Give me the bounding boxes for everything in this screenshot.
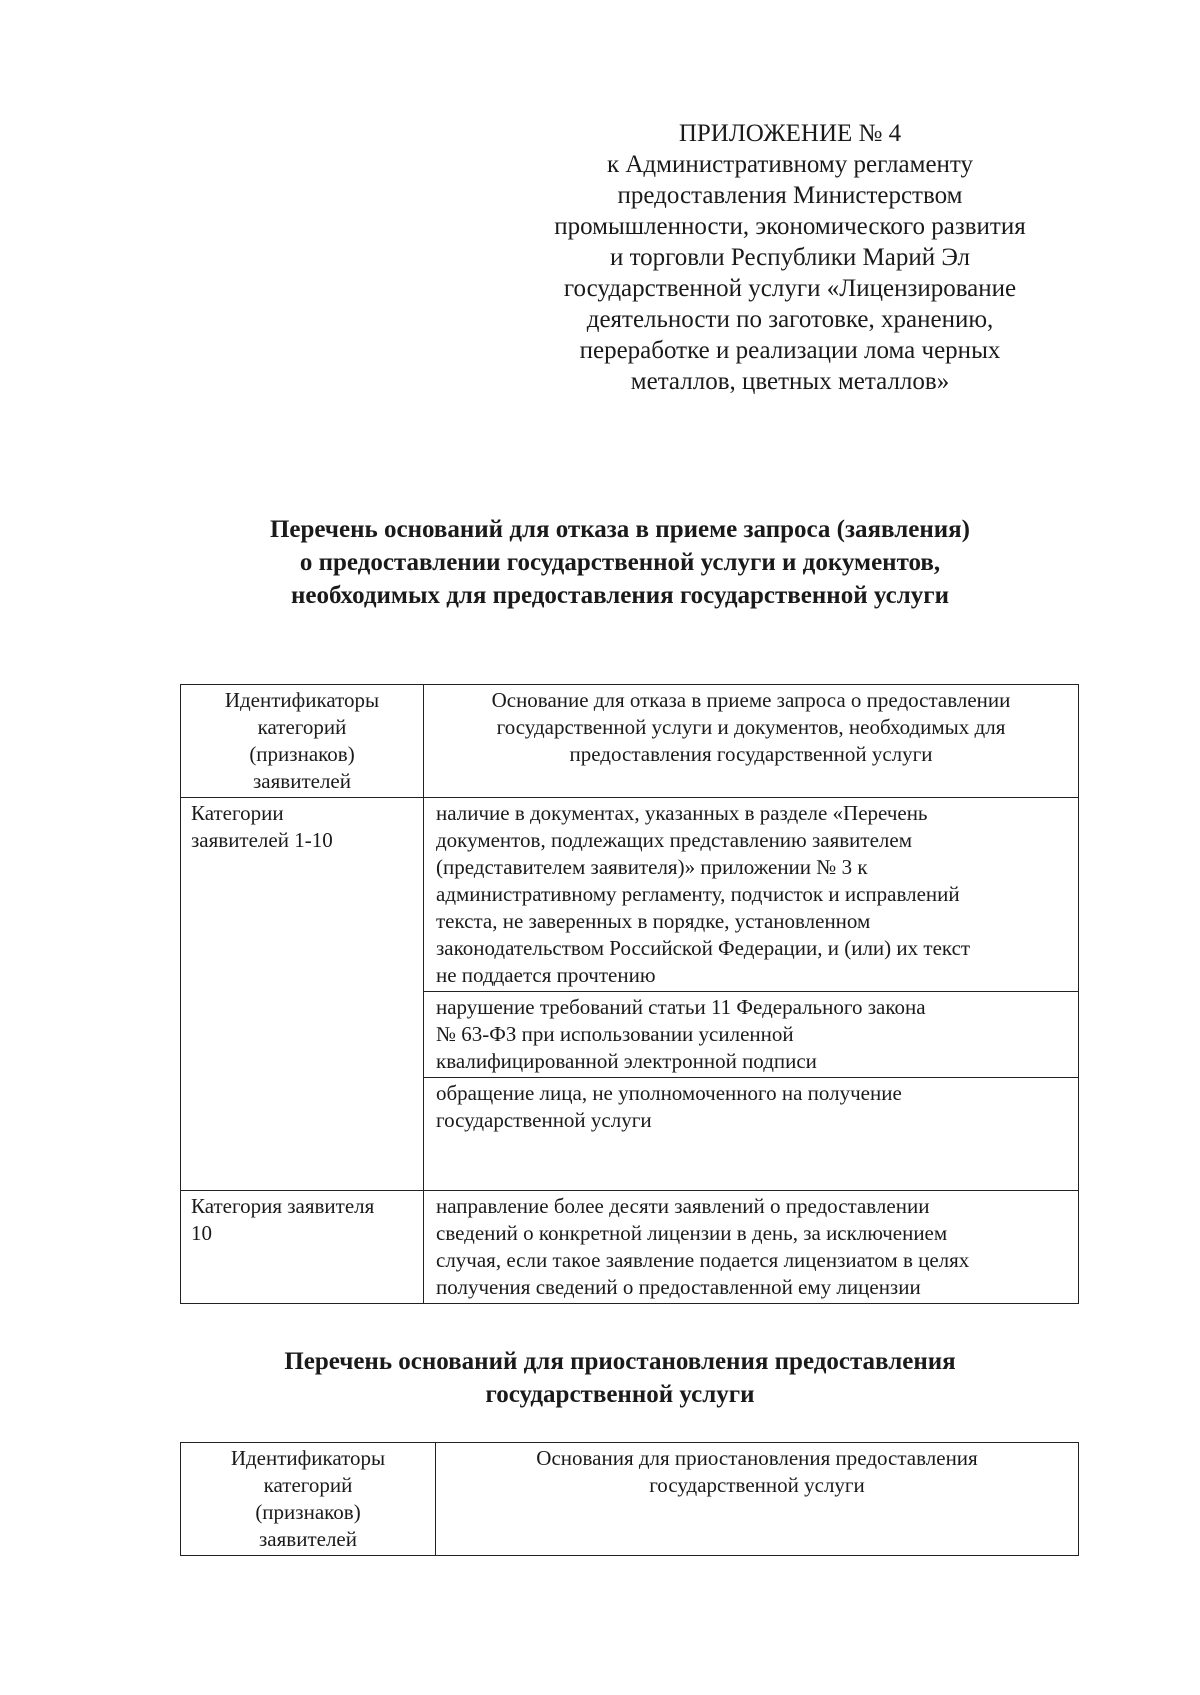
header-text: (признаков) — [249, 742, 355, 766]
header-text: Идентификаторы — [224, 688, 380, 712]
category-text: Категория заявителя — [191, 1194, 375, 1218]
appendix-line: деятельности по заготовке, хранению, — [586, 306, 994, 333]
appendix-line: и торговли Республики Марий Эл — [609, 244, 971, 271]
reason-cell — [424, 1191, 1079, 1304]
header-applicant-identifiers — [181, 685, 424, 798]
reason-text: случая, если такое заявление подается лицензиатом в целях — [436, 1248, 970, 1272]
section1-title-line: необходимых для предоставления государственной услуги — [291, 582, 949, 609]
reason-text: направление более десяти заявлений о предоставлении — [436, 1194, 930, 1218]
section2-title — [180, 1345, 1060, 1411]
header-text: Основание для отказа в приеме запроса о предоставлении — [491, 688, 1011, 712]
section1-title — [180, 513, 1060, 612]
reason-text: обращение лица, не уполномоченного на получение — [436, 1081, 902, 1105]
reason-cell — [424, 992, 1079, 1078]
reason-text: № 63-ФЗ при использовании усиленной — [436, 1022, 794, 1046]
category-text: заявителей 1-10 — [191, 828, 333, 852]
header-text: предоставления государственной услуги — [569, 742, 933, 766]
reason-text: квалифицированной электронной подписи — [436, 1049, 817, 1073]
reason-text: получения сведений о предоставленной ему лицензии — [436, 1275, 921, 1299]
reason-text: сведений о конкретной лицензии в день, за исключением — [436, 1221, 948, 1245]
category-cell — [181, 798, 424, 1191]
section1-title-line: о предоставлении государственной услуги и документов, — [299, 549, 941, 576]
reason-text: нарушение требований статьи 11 Федерального закона — [436, 995, 926, 1019]
appendix-line: металлов, цветных металлов» — [630, 368, 950, 395]
appendix-line: предоставления Министерством — [617, 182, 963, 209]
reason-text: документов, подлежащих представлению заявителем — [436, 828, 912, 852]
table-row — [181, 798, 1079, 992]
reason-text: наличие в документах, указанных в разделе «Перечень — [436, 801, 928, 825]
appendix-line: государственной услуги «Лицензирование — [563, 275, 1017, 302]
table-row — [181, 1191, 1079, 1304]
header-text: (признаков) — [255, 1500, 361, 1524]
reason-text: текста, не заверенных в порядке, установленном — [436, 909, 871, 933]
category-text: Категории — [191, 801, 284, 825]
header-applicant-identifiers — [181, 1443, 436, 1556]
appendix-line: промышленности, экономического развития — [554, 213, 1026, 240]
header-text: категорий — [263, 1473, 353, 1497]
section2-title-line: Перечень оснований для приостановления предоставления — [284, 1348, 956, 1375]
appendix-line: переработке и реализации лома черных — [579, 337, 1001, 364]
header-text: государственной услуги и документов, необходимых для — [496, 715, 1006, 739]
suspension-grounds-table — [180, 1442, 1079, 1556]
reason-text: государственной услуги — [436, 1108, 652, 1132]
appendix-header — [520, 118, 1060, 397]
header-text: категорий — [257, 715, 347, 739]
table-header-row — [181, 1443, 1079, 1556]
reason-cell — [424, 1078, 1079, 1191]
reason-text: (представителем заявителя)» приложении № 3 к — [436, 855, 868, 879]
category-text: 10 — [191, 1221, 212, 1245]
reason-text: законодательством Российской Федерации, и (или) их текст — [436, 936, 971, 960]
section1-title-line: Перечень оснований для отказа в приеме запроса (заявления) — [269, 516, 970, 543]
category-cell — [181, 1191, 424, 1304]
reason-text: административному регламенту, подчисток и исправлений — [436, 882, 960, 906]
appendix-line: к Административному регламенту — [606, 151, 974, 178]
section2-title-line: государственной услуги — [485, 1381, 755, 1408]
header-text: государственной услуги — [649, 1473, 865, 1497]
reason-cell — [424, 798, 1079, 992]
table-header-row — [181, 685, 1079, 798]
header-text: заявителей — [259, 1527, 357, 1551]
header-text: Идентификаторы — [230, 1446, 386, 1470]
header-suspension-ground — [436, 1443, 1079, 1556]
reason-text: не поддается прочтению — [436, 963, 656, 987]
header-refusal-ground — [424, 685, 1079, 798]
header-text: Основания для приостановления предоставления — [536, 1446, 978, 1470]
refusal-grounds-table — [180, 684, 1079, 1304]
appendix-line: ПРИЛОЖЕНИЕ № 4 — [678, 120, 902, 147]
header-text: заявителей — [253, 769, 351, 793]
